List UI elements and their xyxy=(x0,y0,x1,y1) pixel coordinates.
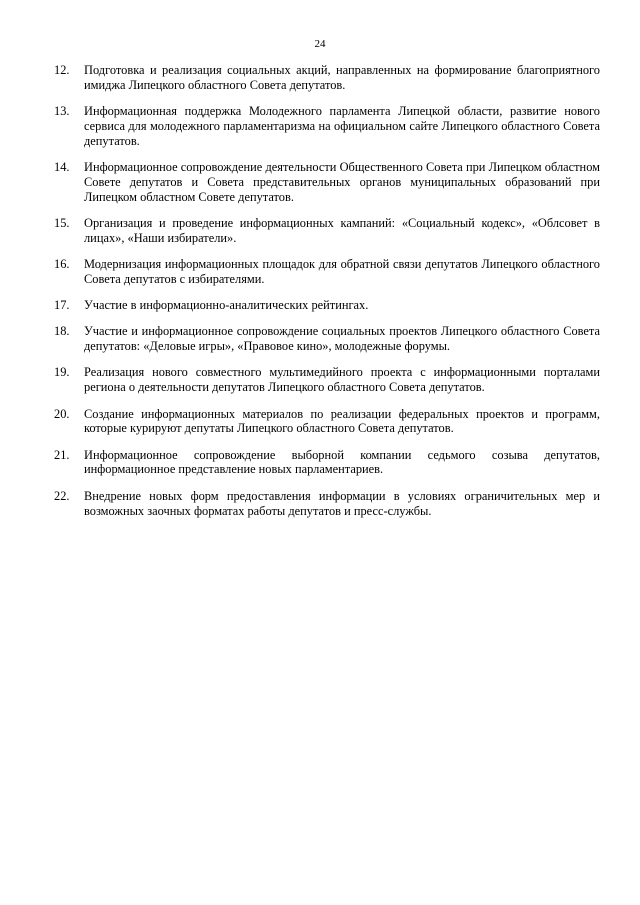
item-number: 21. xyxy=(54,447,70,462)
item-text: Информационная поддержка Молодежного парламента Липецкой области, развитие нового сервиса для молодежного парламентаризма на официальном сайте Липецкого областного Совета депутатов. xyxy=(84,104,600,148)
item-number: 19. xyxy=(54,365,70,380)
list-item xyxy=(54,298,600,313)
item-text: Создание информационных материалов по реализации федеральных проектов и программ, которые курируют депутаты Липецкого областного Совета депутатов. xyxy=(84,406,600,436)
item-text: Участие в информационно-аналитических рейтингах. xyxy=(84,298,369,313)
list-item xyxy=(54,257,600,287)
list-item xyxy=(54,448,600,478)
item-number: 14. xyxy=(54,159,70,174)
list-item xyxy=(54,104,600,148)
item-number: 15. xyxy=(54,215,70,230)
list-item xyxy=(54,160,600,204)
list-item xyxy=(54,407,600,437)
item-text: Подготовка и реализация социальных акций, направленных на формирование благоприятного имиджа Липецкого областного Совета депутатов. xyxy=(84,63,600,92)
item-number: 18. xyxy=(54,324,70,339)
list-item xyxy=(54,489,600,519)
item-text: Участие и информационное сопровождение социальных проектов Липецкого областного Совета депутатов: «Деловые игры», «Правовое кино», молодежные форумы. xyxy=(84,324,600,354)
item-text: Модернизация информационных площадок для обратной связи депутатов Липецкого областного Совета депутатов с избирателями. xyxy=(84,256,600,286)
list-item xyxy=(54,216,600,246)
list-item xyxy=(54,365,600,395)
item-number: 20. xyxy=(54,406,70,421)
numbered-list xyxy=(54,63,600,530)
item-number: 12. xyxy=(54,63,70,77)
item-number: 13. xyxy=(54,104,70,119)
item-number: 16. xyxy=(54,256,70,271)
item-text: Внедрение новых форм предоставления информации в условиях ограничительных мер и возможных заочных форматах работы депутатов и пресс-службы. xyxy=(84,488,600,518)
item-text: Реализация нового совместного мультимедийного проекта с информационными порталами региона о деятельности депутатов Липецкого областного Совета депутатов. xyxy=(84,365,600,395)
item-number: 17. xyxy=(54,298,70,313)
list-item xyxy=(54,63,600,93)
page-number: 24 xyxy=(314,38,326,50)
item-text: Информационное сопровождение деятельности Общественного Совета при Липецком областном Совете депутатов и Совета представительных органов муниципальных образований при Липецком областном Совете депутатов. xyxy=(84,159,600,204)
item-number: 22. xyxy=(54,488,70,503)
item-text: Информационное сопровождение выборной компании седьмого созыва депутатов, информационное представление новых парламентариев. xyxy=(84,447,600,477)
list-item xyxy=(54,324,600,354)
item-text: Организация и проведение информационных кампаний: «Социальный кодекс», «Облсовет в лицах», «Наши избиратели». xyxy=(84,215,600,245)
